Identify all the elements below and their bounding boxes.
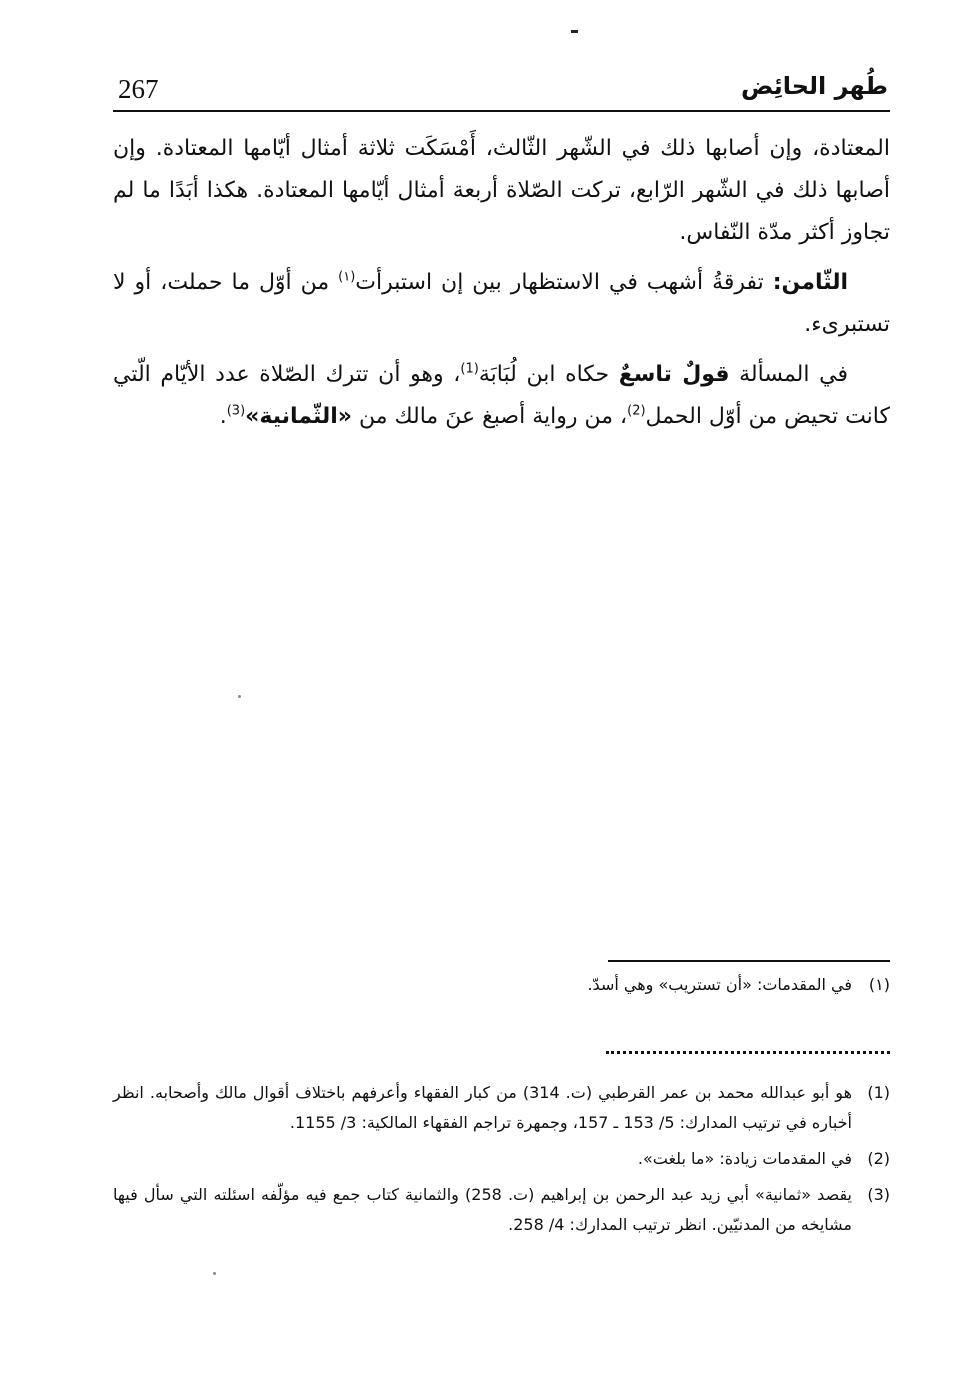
footnote-dotted-separator — [606, 1051, 890, 1054]
running-title: طُهر الحائِض — [740, 72, 888, 100]
footnote-item — [113, 1180, 890, 1240]
paragraph-3-text-b: حكاه ابن لُبَابَة — [478, 362, 619, 387]
paragraph-2-text-b: من أوّل ما حملت، أو لا تستبرىء. — [113, 270, 890, 337]
footnote-number: (1) — [867, 1083, 890, 1102]
footnote-ref[interactable]: (١) — [338, 269, 356, 285]
paragraph-3-bold-title: «الثّمانية» — [245, 404, 352, 429]
footnote-ref[interactable]: (3) — [226, 403, 246, 419]
footnote-text: في المقدمات زيادة: «ما بلغت». — [637, 1149, 852, 1168]
paragraph-3 — [113, 354, 890, 438]
footnote-ref[interactable]: (2) — [627, 403, 646, 419]
scan-speck — [238, 695, 241, 698]
footnote-number: (١) — [868, 975, 890, 994]
footnote-item — [113, 1144, 890, 1174]
page-number: 267 — [118, 74, 159, 104]
footnote-number: (2) — [867, 1149, 890, 1168]
header-rule — [113, 110, 890, 112]
main-text — [113, 128, 890, 446]
footnotes-original — [113, 970, 890, 1006]
paragraph-3-text-c: ، وهو أن تترك الصّلاة عدد الأيّام الّتي كانت تحيض من أوّل الحمل — [113, 362, 890, 429]
paragraph-1: المعتادة، وإن أصابها ذلك في الشّهر الثّالث، أَمْسَكَت ثلاثة أمثال أيّامها المعتادة. وإن أصابها ذلك في الشّهر الرّابع، تركت الصّلاة أربعة أمثال أيّامها المعتادة. هكذا أبَدًا ما لم تجاوز أكثر مدّة النّفاس. — [113, 136, 890, 245]
footnote-text: في المقدمات: «أن تستريب» وهي أسدّ. — [587, 975, 852, 994]
footnotes-editor — [113, 1078, 890, 1246]
footnote-text: يقصد «ثمانية» أبي زيد عبد الرحمن بن إبراهيم (ت. 258) والثمانية كتاب جمع فيه مؤلّفه اسئلته التي سأل فيها مشايخه من المدنيّين. انظر ترتيب المدارك: 4/ 258. — [113, 1185, 852, 1234]
paragraph-2 — [113, 262, 890, 346]
footnote-item — [113, 1078, 890, 1138]
page-header — [118, 70, 888, 110]
paragraph-2-text-a: تفرقةُ أشهب في الاستظهار بين إن استبرأت — [355, 270, 773, 295]
footnote-text: هو أبو عبدالله محمد بن عمر القرطبي (ت. 314) من كبار الفقهاء وأعرفهم باختلاف أقوال مالك وأصحابه. انظر أخباره في ترتيب المدارك: 5/ 153 ـ 157، وجمهرة تراجم الفقهاء المالكية: 3/ 1155. — [113, 1083, 852, 1132]
paragraph-3-bold: قولٌ تاسعٌ — [618, 362, 730, 387]
footnote-item — [113, 970, 890, 1000]
paragraph-3-text-e: . — [219, 404, 227, 429]
scan-speck — [213, 1272, 216, 1275]
footnote-number: (3) — [867, 1185, 890, 1204]
footnote-ref[interactable]: (1) — [460, 361, 479, 377]
paragraph-3-text-a: في المسألة — [729, 362, 848, 387]
paragraph-2-lead: الثّامن: — [772, 270, 848, 295]
paragraph-3-text-d: ، من رواية أصبغ عنَ مالك من — [351, 404, 628, 429]
footnote-separator — [608, 960, 890, 962]
scan-mark — [571, 30, 578, 33]
